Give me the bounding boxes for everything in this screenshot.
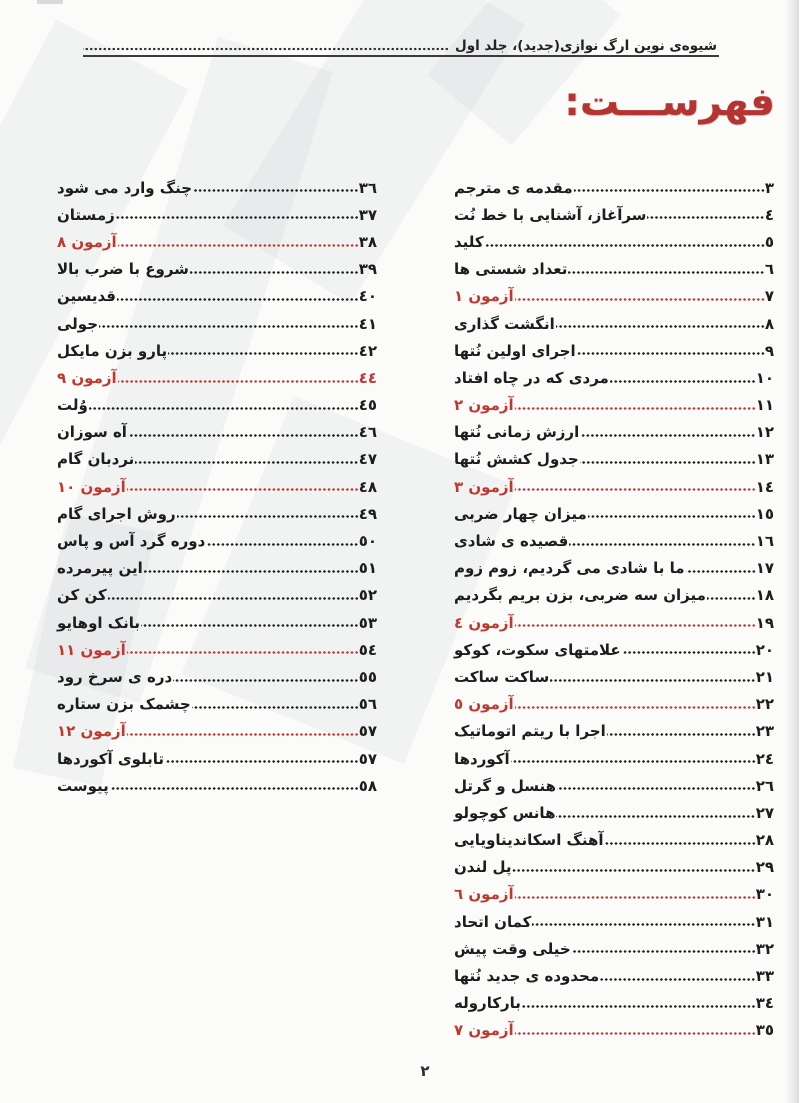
dot-leader	[516, 485, 757, 494]
toc-entry-page-number: ١٣	[756, 450, 775, 469]
toc-entry-title: آزمون ١١	[58, 640, 127, 659]
toc-entry-page-number: ٣٦	[359, 178, 378, 197]
toc-entry	[455, 582, 775, 609]
toc-entry	[455, 310, 775, 337]
page-number: ٢	[421, 1062, 431, 1080]
toc-entry-title: آزمون ١٠	[58, 477, 127, 496]
toc-entry-page-number: ١١	[756, 396, 775, 415]
toc-entry	[455, 854, 775, 881]
toc-entry-page-number: ٣٤	[756, 994, 775, 1013]
toc-entry-title: جولی	[58, 314, 100, 333]
toc-entry-title: میزان چهار ضربی	[455, 504, 588, 523]
toc-entry-title: زمستان	[58, 205, 116, 224]
dot-leader	[169, 349, 360, 358]
toc-entry-page-number: ٥٤	[359, 640, 378, 659]
dot-leader	[111, 784, 360, 793]
toc-entry-page-number: ١٧	[756, 559, 775, 578]
dot-leader	[551, 676, 756, 685]
toc-entry-title: قدیسین	[58, 287, 118, 306]
toc-entry-title: پیوست	[58, 776, 110, 795]
toc-entry-title: آزمون ٣	[455, 477, 515, 496]
toc-entry-title: ارزش زمانی نُتها	[455, 423, 581, 442]
toc-entry-page-number: ٧	[765, 287, 775, 306]
dot-leader	[117, 213, 360, 222]
toc-entry-page-number: ٤٤	[359, 368, 378, 387]
toc-entry-title: خیلی وقت پیش	[455, 939, 572, 958]
dot-leader	[606, 839, 757, 848]
toc-entry-title: علامتهای سکوت، کوکو	[455, 640, 622, 659]
toc-entry-title: کلید	[455, 232, 485, 251]
toc-entry-page-number: ٥٢	[359, 586, 378, 605]
toc-entry-page-number: ٥٧	[359, 749, 378, 768]
dot-leader	[174, 676, 360, 685]
toc-entry-page-number: ٤٨	[359, 477, 378, 496]
toc-entry-page-number: ١٨	[756, 586, 775, 605]
toc-entry-title: پل لندن	[455, 858, 513, 877]
toc-entry	[58, 745, 378, 772]
dot-leader	[581, 458, 757, 467]
toc-entry	[455, 500, 775, 527]
running-header	[84, 33, 720, 57]
toc-entry-title: تعداد شستی ها	[455, 260, 569, 279]
dot-leader	[533, 920, 756, 929]
toc-entry-title: وُلت	[58, 396, 89, 415]
toc-entry-page-number: ٤٥	[359, 396, 378, 415]
toc-entry-page-number: ٤٢	[359, 341, 378, 360]
toc-entry-page-number: ٢١	[756, 667, 775, 686]
dot-leader	[207, 540, 359, 549]
toc-entry-page-number: ٢٨	[756, 831, 775, 850]
toc-entry	[455, 881, 775, 908]
dot-leader	[194, 186, 360, 195]
toc-entry-page-number: ١٠	[756, 368, 775, 387]
toc-entry-page-number: ٥٠	[359, 532, 378, 551]
toc-entry-title: اجرای اولین نُتها	[455, 341, 577, 360]
toc-entry-title: آزمون ٩	[58, 368, 118, 387]
toc-entry-page-number: ٢٠	[756, 640, 775, 659]
toc-entry	[455, 691, 775, 718]
toc-entry-page-number: ٥٨	[359, 776, 378, 795]
dot-leader	[178, 512, 360, 521]
dot-leader	[513, 866, 756, 875]
dot-leader	[193, 703, 360, 712]
toc-entry-page-number: ٥٧	[359, 722, 378, 741]
toc-entry	[455, 446, 775, 473]
toc-entry-page-number: ٤١	[359, 314, 378, 333]
toc-entry-title: آزمون ٧	[455, 1021, 515, 1040]
toc-entry	[58, 446, 378, 473]
book-title: شیوه‌ی نوین ارگ نوازی(جدید)، جلد اول	[455, 38, 718, 54]
toc-entry	[58, 337, 378, 364]
toc-entry-page-number: ٣١	[756, 912, 775, 931]
toc-entry	[58, 201, 378, 228]
dot-leader	[119, 241, 360, 250]
scan-artifact	[38, 0, 64, 4]
toc-entry	[58, 582, 378, 609]
toc-entry-title: بارکاروله	[455, 994, 522, 1013]
dot-leader	[516, 621, 757, 630]
toc-entry-page-number: ١٢	[756, 423, 775, 442]
toc-entry-page-number: ٢٤	[756, 749, 775, 768]
toc-entry	[455, 908, 775, 935]
toc-entry-title: این پیرمرده	[58, 559, 144, 578]
toc-entry	[455, 609, 775, 636]
dot-leader	[128, 648, 360, 657]
toc-entry-page-number: ٤٩	[359, 504, 378, 523]
dot-leader	[516, 295, 766, 304]
toc-entry	[455, 256, 775, 283]
toc-entry-title: پارو بزن مایکل	[58, 341, 169, 360]
toc-entry	[58, 392, 378, 419]
dot-leader	[128, 485, 360, 494]
dot-leader	[601, 975, 757, 984]
toc-entry-title: مقدمه ی مترجم	[455, 178, 574, 197]
toc-entry-title: کمان اتحاد	[455, 912, 533, 931]
toc-entry	[58, 555, 378, 582]
toc-entry-title: اجرا با ریتم اتوماتیک	[455, 722, 607, 741]
toc-entry	[58, 283, 378, 310]
toc-entry	[455, 962, 775, 989]
toc-entry-title: قصیده ی شادی	[455, 532, 570, 551]
toc-entry	[58, 636, 378, 663]
toc-entry	[455, 718, 775, 745]
dot-leader	[569, 268, 765, 277]
toc-entry-title: جدول کشش نُتها	[455, 450, 580, 469]
toc-entry-page-number: ٣٧	[359, 205, 378, 224]
dot-leader	[516, 703, 757, 712]
dot-leader	[581, 431, 756, 440]
toc-entry-title: آزمون ٦	[455, 885, 515, 904]
dot-leader	[558, 784, 757, 793]
toc-entry-page-number: ٣٢	[756, 939, 775, 958]
dot-leader	[166, 757, 360, 766]
toc-entry	[58, 256, 378, 283]
toc-entry-title: تابلوی آکوردها	[58, 749, 166, 768]
toc-entry-page-number: ٢٢	[756, 695, 775, 714]
toc-entry	[455, 636, 775, 663]
toc-entry-title: آزمون ٤	[455, 613, 515, 632]
toc-entry-page-number: ١٥	[756, 504, 775, 523]
toc-entry-page-number: ٤٠	[359, 287, 378, 306]
toc-entry-title: آزمون ٢	[455, 396, 515, 415]
toc-entry-page-number: ٥٥	[359, 667, 378, 686]
dot-leader	[516, 1029, 757, 1038]
dot-leader	[557, 812, 756, 821]
dot-leader	[100, 322, 360, 331]
dot-leader	[589, 512, 757, 521]
toc-entry	[58, 174, 378, 201]
toc-entry-page-number: ٢٧	[756, 803, 775, 822]
toc-entry	[58, 527, 378, 554]
dot-leader	[623, 648, 757, 657]
toc-entry-title: سرآغاز، آشنایی با خط نُت	[455, 205, 648, 224]
toc-entry-title: دوره گرد آس و پاس	[58, 532, 207, 551]
toc-entry-title: محدوده ی جدید نُتها	[455, 967, 601, 986]
toc-entry-page-number: ٥٦	[359, 695, 378, 714]
dot-leader	[523, 1002, 757, 1011]
dot-leader	[608, 730, 757, 739]
toc-entry-page-number: ٩	[765, 341, 775, 360]
toc-entry	[455, 799, 775, 826]
toc-entry-title: کن کن	[58, 586, 108, 605]
toc-entry-page-number: ١٦	[756, 532, 775, 551]
toc-entry-title: نردبان گام	[58, 450, 136, 469]
toc-entry-page-number: ٦	[765, 260, 775, 279]
toc-entry-title: ما با شادی می گردیم، زوم زوم	[455, 559, 686, 578]
dot-leader	[119, 377, 360, 386]
toc-entry-title: هانس کوچولو	[455, 803, 557, 822]
toc-entry-page-number: ٣٠	[756, 885, 775, 904]
toc-entry	[455, 419, 775, 446]
dot-leader	[687, 567, 757, 576]
dot-leader	[145, 567, 360, 576]
toc-entry-page-number: ٥٣	[359, 613, 378, 632]
dot-leader	[118, 295, 360, 304]
toc-entry-page-number: ٣٩	[359, 260, 378, 279]
dot-leader	[611, 377, 757, 386]
toc-entry	[455, 527, 775, 554]
toc-entry-page-number: ٢٣	[756, 722, 775, 741]
dot-leader	[573, 947, 757, 956]
toc-entry	[58, 691, 378, 718]
dot-leader	[136, 458, 359, 467]
toc-entry-page-number: ٥	[765, 232, 775, 251]
toc-entry-title: آهنگ اسکاندیناویایی	[455, 831, 605, 850]
toc-entry-page-number: ٢٦	[756, 776, 775, 795]
dot-leader	[512, 757, 757, 766]
toc-entry	[455, 772, 775, 799]
toc-entry-page-number: ٥١	[359, 559, 378, 578]
toc-entry-page-number: ٣٣	[756, 967, 775, 986]
toc-entry-title: شروع با ضرب بالا	[58, 260, 190, 279]
toc-entry	[455, 392, 775, 419]
dot-leader	[516, 404, 757, 413]
toc-entry	[58, 500, 378, 527]
toc-entry	[58, 609, 378, 636]
dot-leader	[129, 431, 360, 440]
toc-entry	[455, 364, 775, 391]
toc-entry	[58, 663, 378, 690]
dot-leader	[578, 349, 766, 358]
toc-entry-title: چنگ وارد می شود	[58, 178, 194, 197]
dot-leader	[191, 268, 360, 277]
toc-entry-title: مردی که در چاه افتاد	[455, 368, 610, 387]
dot-leader	[142, 621, 360, 630]
toc-entry	[58, 772, 378, 799]
dot-leader	[486, 241, 766, 250]
toc-entry-title: دره ی سرخ رود	[58, 667, 174, 686]
toc-entry-title: انگشت گذاری	[455, 314, 556, 333]
dot-leader	[708, 594, 757, 603]
toc-entry	[455, 174, 775, 201]
toc-entry-title: روش اجرای گام	[58, 504, 177, 523]
toc-entry	[455, 228, 775, 255]
toc-entry-page-number: ٣	[765, 178, 775, 197]
toc-entry-title: آزمون ١٢	[58, 722, 127, 741]
page-edge-shadow	[786, 0, 800, 1103]
toc-entry	[58, 718, 378, 745]
toc-entry-title: آزمون ١	[455, 287, 515, 306]
toc-entry	[455, 473, 775, 500]
toc-entry	[455, 1017, 775, 1044]
dot-leader	[648, 213, 765, 222]
dot-leader	[570, 540, 756, 549]
toc-entry-title: آکوردها	[455, 749, 511, 768]
toc-entry-title: آزمون ٥	[455, 695, 515, 714]
toc-column-second	[58, 174, 378, 799]
toc-entry-title: آه سوزان	[58, 423, 128, 442]
toc-entry	[455, 555, 775, 582]
header-dotted-rule	[84, 45, 450, 53]
toc-entry	[455, 337, 775, 364]
toc-entry-page-number: ٤٧	[359, 450, 378, 469]
toc-entry-title: چشمک بزن ستاره	[58, 695, 192, 714]
toc-entry-title: میزان سه ضربی، بزن بریم بگردیم	[455, 586, 707, 605]
dot-leader	[128, 730, 360, 739]
toc-entry-page-number: ٨	[765, 314, 775, 333]
toc-entry-title: آزمون ٨	[58, 232, 118, 251]
toc-entry	[455, 201, 775, 228]
toc-entry	[58, 310, 378, 337]
toc-entry-page-number: ٣٨	[359, 232, 378, 251]
dot-leader	[557, 322, 766, 331]
toc-entry-title: هنسل و گرتل	[455, 776, 558, 795]
toc-entry-page-number: ٣٥	[756, 1021, 775, 1040]
toc-entry	[455, 990, 775, 1017]
toc-entry	[58, 419, 378, 446]
toc-entry-title: بانک اوهایو	[58, 613, 142, 632]
toc-entry	[455, 283, 775, 310]
toc-entry-page-number: ١٩	[756, 613, 775, 632]
toc-entry-page-number: ٤٦	[359, 423, 378, 442]
toc-entry	[455, 935, 775, 962]
toc-entry	[58, 473, 378, 500]
toc-entry-page-number: ١٤	[756, 477, 775, 496]
toc-entry	[58, 364, 378, 391]
toc-entry	[58, 228, 378, 255]
toc-entry-page-number: ٤	[765, 205, 775, 224]
toc-entry-title: ساکت ساکت	[455, 667, 551, 686]
dot-leader	[90, 404, 360, 413]
dot-leader	[575, 186, 766, 195]
toc-column-first	[455, 174, 775, 1044]
toc-entry-page-number: ٢٩	[756, 858, 775, 877]
dot-leader	[516, 893, 757, 902]
toc-entry	[455, 745, 775, 772]
toc-heading: فهرســـت:	[565, 80, 776, 125]
dot-leader	[109, 594, 360, 603]
toc-entry	[455, 827, 775, 854]
toc-entry	[455, 663, 775, 690]
